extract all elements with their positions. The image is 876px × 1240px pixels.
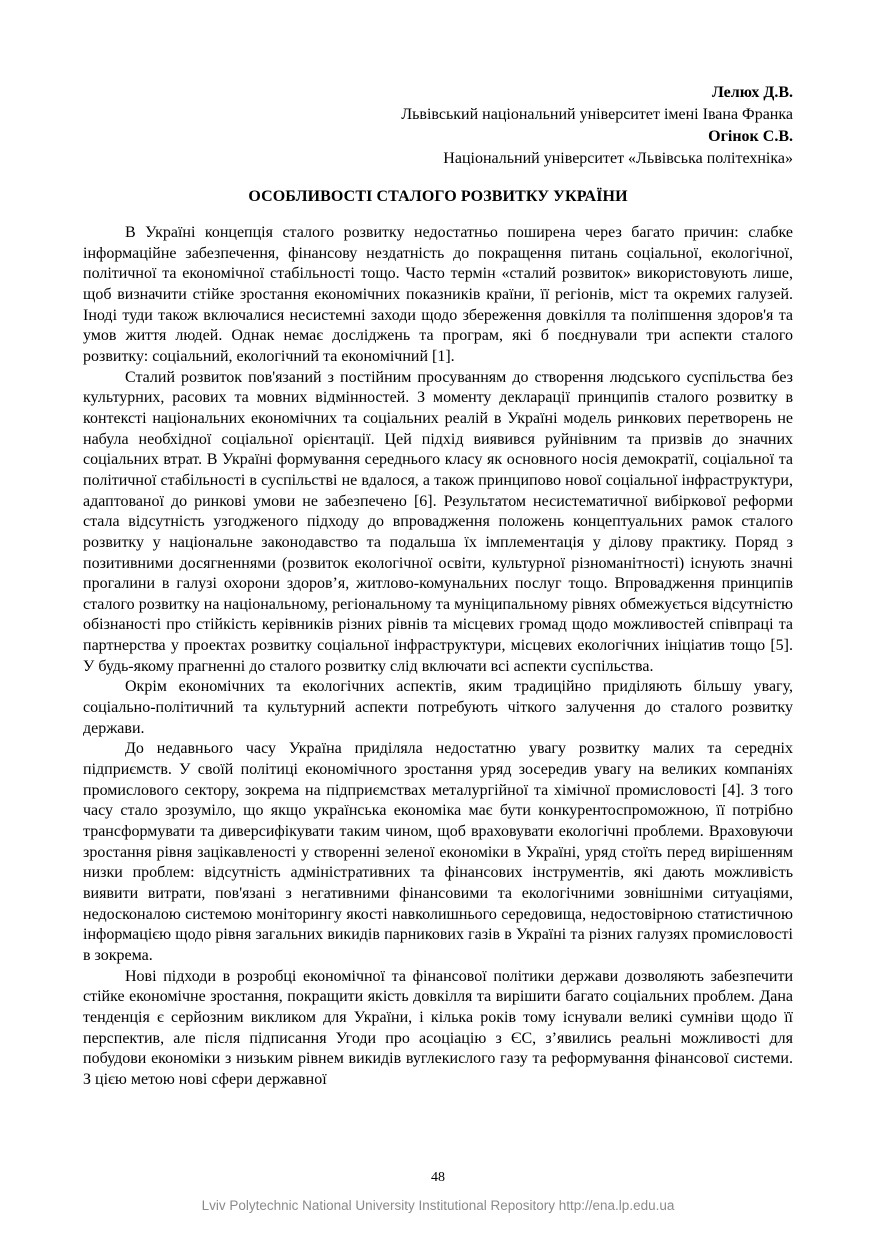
paragraph: Нові підходи в розробці економічної та фінансової політики держави дозволяють забезпечити стійке економічне зростання, покращити якість довкілля та вирішити багато соціальних проблем. Дана тенденція є серйозним викликом для України, і кілька років тому існували великі сумніви щодо її перспектив, але після підписання Угоди про асоціацію з ЄС, з’явились реальні можливості для побудови економіки з низьким рівнем викидів вуглекислого газу та реформування фінансової системи. З цією метою нові сфери державної [83, 967, 793, 1088]
paragraph: Сталий розвиток пов'язаний з постійним просуванням до створення людського суспільства без культурних, расових та мовних відмінностей. З моменту декларації принципів сталого розвитку в контексті національних економічних та соціальних реалій в Україні модель ринкових перетворень не набула необхідної соціальної орієнтації. Цей підхід виявився руйнівним та призвів до значних соціальних втрат. В Україні формування середнього класу як основного носія демократії, соціальної та політичної стабільності в суспільстві не вдалося, а також принципово нової соціальної інфраструктури, адаптованої до ринкові умови не забезпечено [6]. Результатом несистематичної вибіркової реформи стала відсутність узгодженого підходу до впровадження положень концептуальних рамок сталого розвитку у національне законодавство та подальша їх імплементація у ділову практику. Поряд з позитивними досягненнями (розвиток екологічної освіти, культурної різноманітності) існують значні прогалини в галузі охорони здоров’я, житлово-комунальних послуг тощо. Впровадження принципів сталого розвитку на національному, регіональному та муніципальному рівнях обмежується відсутністю обізнаності про стійкість керівників різних рівнів та місцевих громад щодо можливостей співпраці та партнерства у проектах розвитку соціальної інфраструктури, місцевих екологічних ініціатив тощо [5]. У будь-якому прагненні до сталого розвитку слід включати всі аспекти суспільства. [83, 368, 793, 675]
paper-title: ОСОБЛИВОСТІ СТАЛОГО РОЗВИТКУ УКРАЇНИ [248, 188, 628, 205]
paragraph: До недавнього часу Україна приділяла недостатню увагу розвитку малих та середніх підприємств. У своїй політиці економічного зростання уряд зосередив увагу на великих компаніях промислового сектору, зокрема на підприємствах металургійної та хімічної промисловості [4]. З того часу стало зрозуміло, що якщо українська економіка має бути конкурентоспроможною, її потрібно трансформувати та диверсифікувати таким чином, щоб враховувати екологічні проблеми. Враховуючи зростання рівня зацікавленості у створенні зеленої економіки в Україні, уряд стоїть перед вирішенням низки проблем: відсутність адміністративних та фінансових інструментів, які дають можливість виявити витрати, пов'язані з негативними фінансовими та екологічними зовнішніми ситуаціями, недосконалою системою моніторингу якості навколишнього середовища, недостовірною статистичною інформацією щодо рівня загальних викидів парникових газів в Україні та різних галузях промисловості в зокрема. [83, 740, 793, 964]
paragraph: В Україні концепція сталого розвитку недостатньо поширена через багато причин: слабке інформаційне забезпечення, фінансову нездатність до покращення питань соціальної, екологічної, політичної та економічної стабільності тощо. Часто термін «сталий розвиток» використовують лише, щоб визначити стійке зростання економічних показників країни, її регіонів, міст та окремих галузей. Іноді туди також включалися несистемні заходи щодо збереження довкілля та поліпшення здоров'я та умов життя людей. Однак немає досліджень та програм, які б поєднували три аспекти сталого розвитку: соціальний, екологічний та економічний [1]. [83, 224, 793, 365]
author-name: Лелюх Д.В. [711, 84, 793, 101]
page-number: 48 [431, 1170, 445, 1185]
author-affiliation: Національний університет «Львівська політехніка» [443, 150, 793, 167]
author-affiliation: Львівський національний університет імені Івана Франка [401, 106, 793, 123]
paragraph: Окрім економічних та екологічних аспектів, яким традиційно приділяють більшу увагу, соціально-політичний та культурний аспекти потребують чіткого залучення до сталого розвитку держави. [83, 678, 793, 737]
page-content [83, 82, 793, 1091]
repository-footer: Lviv Polytechnic National University Institutional Repository http://ena.lp.edu.ua [201, 1198, 675, 1213]
author-block [83, 82, 793, 170]
author-name: Огінок С.В. [708, 128, 793, 145]
body-text [83, 223, 793, 1091]
